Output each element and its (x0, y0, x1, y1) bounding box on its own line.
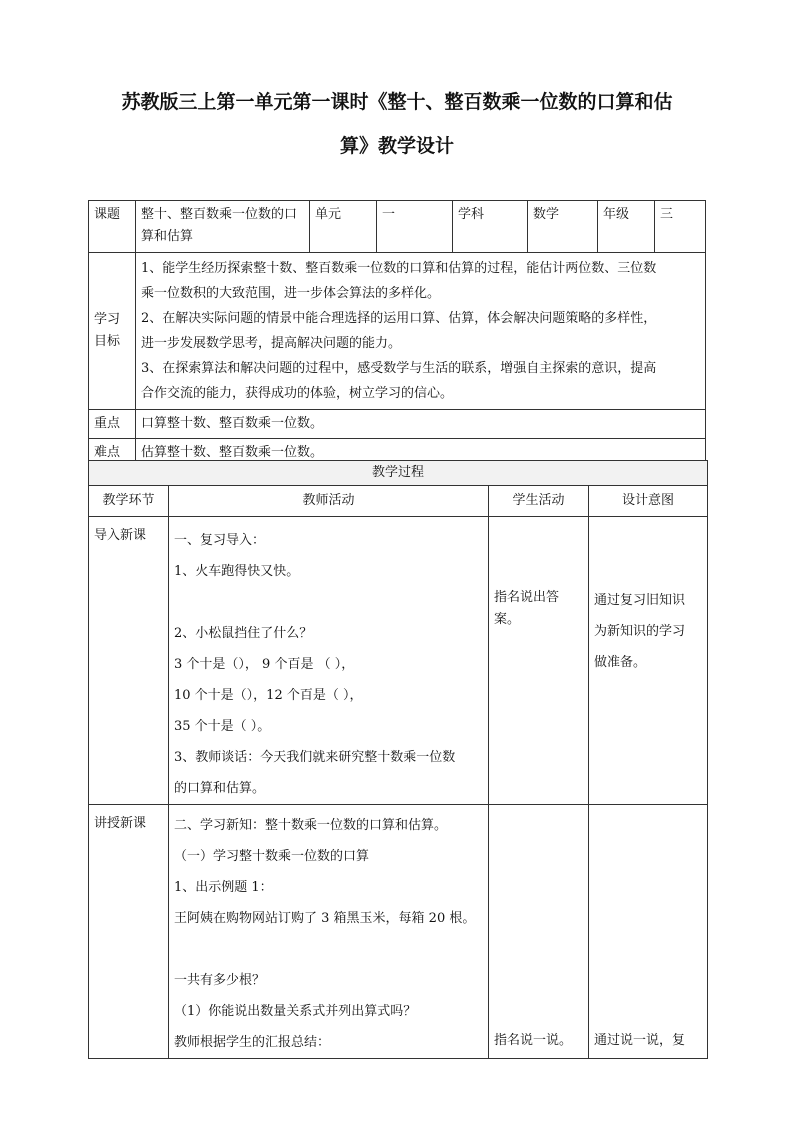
intent-text: 通过说一说，复 (594, 1033, 686, 1048)
col-teacher-header: 教师活动 (169, 486, 489, 517)
teacher-line (169, 587, 488, 618)
goals-label-line-1: 学习 (94, 312, 121, 327)
teacher-line: 1、出示例题 1： (174, 880, 273, 895)
goal-line: 进一步发展数学思考，提高解决问题的能力。 (141, 336, 402, 351)
teacher-line (169, 934, 488, 965)
teacher-activity-new (169, 805, 489, 1059)
topic-value-line-1: 整十、整百数乘一位数的口 (141, 207, 298, 222)
grade-label: 年级 (598, 201, 655, 253)
key-point-value: 口算整十数、整百数乘一位数。 (136, 410, 706, 439)
grade-value: 三 (655, 201, 706, 253)
goal-line: 合作交流的能力，获得成功的体验，树立学习的信心。 (141, 386, 454, 401)
goal-line: 3、在探索算法和解决问题的过程中，感受数学与生活的联系，增强自主探索的意识，提高 (141, 361, 657, 376)
topic-value (136, 201, 310, 253)
teacher-line: 二、学习新知：整十数乘一位数的口算和估算。 (174, 818, 448, 833)
teacher-line: 2、小松鼠挡住了什么？ (174, 626, 313, 641)
intent-line: 通过复习旧知识 (594, 593, 686, 608)
goal-line: 2、在解决实际问题的情景中能合理选择的运用口算、估算，体会解决问题策略的多样性， (141, 311, 657, 326)
student-activity-new (489, 805, 589, 1059)
teacher-line: 的口算和估算。 (174, 781, 266, 796)
student-activity-intro (489, 517, 589, 805)
teacher-line: 王阿姨在购物网站订购了 3 箱黑玉米，每箱 20 根。 (174, 911, 476, 926)
teacher-line: （1）你能说出数量关系式并列出算式吗？ (174, 1004, 417, 1019)
teacher-line: 3、教师谈话：今天我们就来研究整十数乘一位数 (174, 750, 456, 765)
teacher-line: 一、复习导入： (174, 533, 266, 548)
student-text: 指名说出答案。 (494, 590, 560, 627)
teacher-line: 教师根据学生的汇报总结： (174, 1035, 331, 1050)
goal-line: 1、能学生经历探索整十数、整百数乘一位数的口算和估算的过程，能估计两位数、三位数 (141, 261, 657, 276)
student-text: 指名说一说。 (494, 1033, 573, 1048)
subject-value: 数学 (528, 201, 598, 253)
teaching-process-table (88, 460, 708, 1059)
col-intent-header: 设计意图 (589, 486, 708, 517)
lesson-info-table (88, 200, 706, 468)
col-student-header: 学生活动 (489, 486, 589, 517)
intent-line: 做准备。 (594, 655, 647, 670)
title-line-2: 算》教学设计 (339, 135, 454, 157)
learning-goals (136, 253, 706, 410)
unit-value: 一 (377, 201, 453, 253)
subject-label: 学科 (453, 201, 528, 253)
teacher-line: 3 个十是（）， 9 个百是 （ ）， (174, 657, 355, 672)
teacher-line: 10 个十是（），12 个百是（ ）， (174, 688, 363, 703)
topic-value-line-2: 算和估算 (141, 229, 194, 244)
design-intent-intro (589, 517, 708, 805)
process-header: 教学过程 (89, 461, 708, 486)
stage-intro: 导入新课 (89, 517, 169, 805)
goals-label (89, 253, 136, 410)
goals-label-line-2: 目标 (94, 334, 121, 349)
col-stage-header: 教学环节 (89, 486, 169, 517)
goal-line: 乘一位数积的大致范围，进一步体会算法的多样化。 (141, 286, 441, 301)
title-line-1: 苏教版三上第一单元第一课时《整十、整百数乘一位数的口算和估 (121, 91, 673, 113)
teacher-line: 一共有多少根？ (174, 973, 266, 988)
unit-label: 单元 (310, 201, 377, 253)
teacher-line: （一）学习整十数乘一位数的口算 (174, 849, 370, 864)
topic-label: 课题 (89, 201, 136, 253)
stage-new-lesson: 讲授新课 (89, 805, 169, 1059)
difficulty-value: 估算整十数、整百数乘一位数。 (136, 439, 706, 468)
teacher-line: 35 个十是（ ）。 (174, 719, 271, 734)
teacher-line: 1、火车跑得快又快。 (174, 564, 300, 579)
key-point-label: 重点 (89, 410, 136, 439)
difficulty-label: 难点 (89, 439, 136, 468)
intent-line: 为新知识的学习 (594, 624, 686, 639)
teacher-activity-intro (169, 517, 489, 805)
document-title (60, 80, 734, 168)
design-intent-new (589, 805, 708, 1059)
